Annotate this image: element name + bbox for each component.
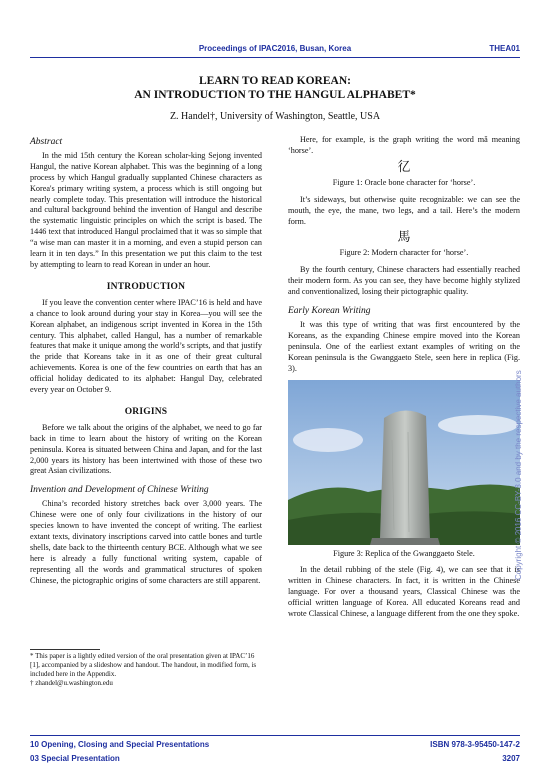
fourth-century-text: By the fourth century, Chinese characters had essentially reached their modern form. As you can see, they have become highly stylized and conventionalized, losing their pictographic quality. bbox=[288, 265, 520, 297]
modern-horse-glyph: 馬 bbox=[397, 229, 411, 245]
footnote-star: * This paper is a lightly edited version of the oral presentation given at IPAC’16 [1], accompanied by a slideshow and handout. The handout, in modified form, is included here in the Appendix. bbox=[30, 652, 257, 678]
chinese-writing-text: China’s recorded history stretches back over 3,000 years. The Chinese were one of only four civilizations in the history of our species known to have invented the concept of writing. The earliest extant texts, divinatory inscriptions carved into cattle bones and turtle shells, date back to the thirteenth century BCE. Although what we see here is already a fully functional writing system, capable of representing all the words and grammatical structures of spoken Chinese, the pictographic origins of some characters are still apparent. bbox=[30, 499, 262, 585]
right-column bbox=[288, 135, 520, 620]
paper-title bbox=[30, 74, 520, 102]
footer-rule bbox=[30, 735, 520, 736]
chinese-writing-heading: Invention and Development of Chinese Writing bbox=[30, 485, 209, 496]
stele-rubbing-text: In the detail rubbing of the stele (Fig. 4), we can see that it is written in Chinese characters. In fact, it is written in the Chinese language. For over a thousand years, Classical Chinese was the official written language of Korea. All educated Koreans read and wrote Classical Chinese, a language different from the one they spoke. bbox=[288, 565, 520, 619]
header-paper-id: THEA01 bbox=[489, 44, 520, 53]
title-line-1: LEARN TO READ KOREAN: bbox=[199, 75, 351, 87]
footer-line-2 bbox=[30, 754, 520, 763]
footer-session: 10 Opening, Closing and Special Presentations bbox=[30, 740, 210, 749]
footer-category: 03 Special Presentation bbox=[30, 754, 120, 763]
copyright-notice: Copyright © 2016 CC-BY-3.0 and by the respective authors bbox=[514, 370, 523, 580]
horse-description-text: It’s sideways, but otherwise quite recognizable: we can see the mouth, the eye, the mane, two legs, and a tail. Here’s the modern form. bbox=[288, 194, 520, 226]
figure-1-caption: Figure 1: Oracle bone character for ‘horse’. bbox=[332, 177, 476, 187]
oracle-horse-glyph: 𢒼 bbox=[397, 158, 411, 174]
footnote-rule bbox=[30, 649, 100, 650]
footnote-dagger: † zhandel@u.washington.edu bbox=[30, 679, 113, 687]
figure-3-caption: Figure 3: Replica of the Gwanggaeto Stele. bbox=[333, 548, 475, 558]
abstract-heading: Abstract bbox=[30, 137, 63, 147]
header-proceedings: Proceedings of IPAC2016, Busan, Korea bbox=[198, 44, 352, 53]
introduction-text: If you leave the convention center where IPAC’16 is held and have a chance to look around during your stay in Korea—you will see the Korean alphabet, an indigenous script invented in Korea in the 15th century. This alphabet, called Hangul, has a number of remarkable features that make it unique among the world’s scripts, and that justify the pride that Koreans take in it as one of their great cultural achievements. Korea is one of the few countries on earth that has an official holiday dedicated to its alphabet: Hangul Day, celebrated every year on October 9. bbox=[30, 297, 262, 395]
origins-text: Before we talk about the origins of the alphabet, we need to go far back in time to learn about the history of writing on the Korean peninsula. Korea is situated between China and Japan, and for the last 2,000 years its history has been intertwined with those of these two great Asian civilizations. bbox=[30, 422, 262, 476]
abstract-text: In the mid 15th century the Korean scholar-king Sejong invented Hangul, the native Korean alphabet. This was the beginning of a long process by which Hangul gradually supplanted Chinese characters as Korea's primary writing system, a process which is still ongoing but nearly complete today. This presentation will introduce the historical and cultural background behind the invention of Hangul and describe the systematic linguistic principles on which the script is based. The 1446 text that introduced Hangul proclaimed that it was so simple that “a wise man can master it in a morning, and even a stupid person can learn it in ten days.” In this presentation we put this claim to the test by attempting to learn to read Korean in under an hour. bbox=[30, 150, 262, 269]
author-line: Z. Handel†, University of Washington, Seattle, USA bbox=[169, 111, 381, 122]
footer-line-1 bbox=[30, 740, 520, 749]
footer-isbn: ISBN 978-3-95450-147-2 bbox=[430, 740, 520, 749]
figure-2-caption: Figure 2: Modern character for ‘horse’. bbox=[339, 248, 469, 258]
horse-intro-text: Here, for example, is the graph writing the word mǎ meaning ‘horse’. bbox=[288, 135, 520, 155]
left-column bbox=[30, 135, 262, 587]
footnotes bbox=[30, 652, 262, 688]
stele-photo bbox=[288, 380, 520, 545]
title-line-2: AN INTRODUCTION TO THE HANGUL ALPHABET* bbox=[134, 89, 416, 101]
header-rule bbox=[30, 57, 520, 58]
early-korean-writing-heading: Early Korean Writing bbox=[288, 306, 371, 317]
introduction-heading: INTRODUCTION bbox=[106, 281, 186, 292]
origins-heading: ORIGINS bbox=[124, 406, 168, 417]
early-korean-text: It was this type of writing that was first encountered by the Koreans, as the expanding Chinese empire moved into the Korean peninsula. One of the earliest extant examples of writing on the Korean peninsula is the Gwanggaeto Stele, seen here in replica (Fig. 3). bbox=[288, 319, 520, 373]
footer-page-number: 3207 bbox=[502, 754, 520, 763]
